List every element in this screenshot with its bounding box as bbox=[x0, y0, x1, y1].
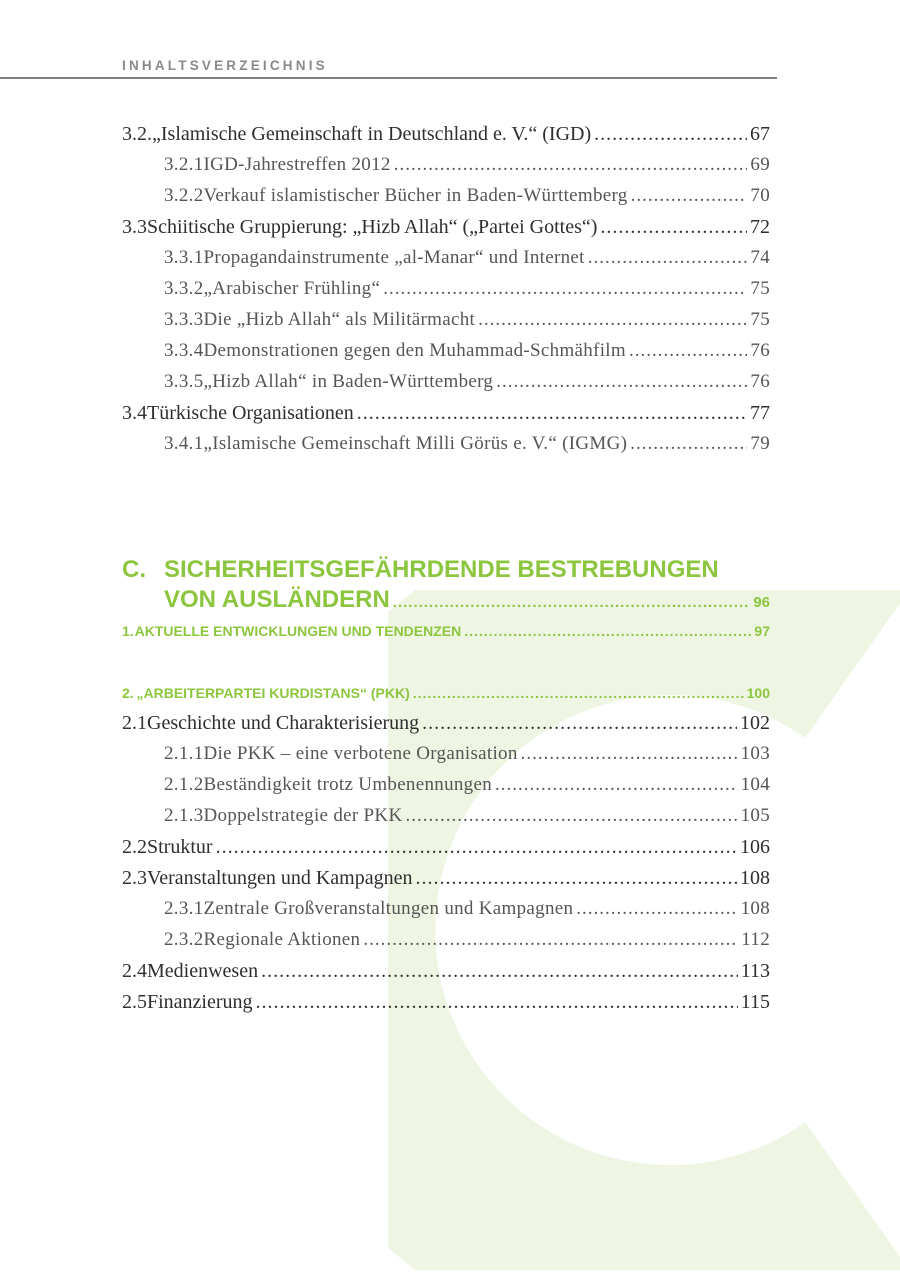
leader-dots bbox=[216, 836, 737, 859]
entry-number: 3.2.2 bbox=[164, 185, 204, 206]
header-rule bbox=[0, 77, 777, 79]
leader-dots bbox=[383, 278, 747, 300]
leader-dots bbox=[629, 340, 747, 362]
toc-entry[interactable] bbox=[164, 309, 770, 337]
leader-dots bbox=[478, 309, 747, 331]
toc-entry[interactable] bbox=[122, 836, 770, 864]
entry-number: 2.3.2 bbox=[164, 929, 204, 950]
section-c-page: 96 bbox=[753, 594, 770, 611]
entry-number: 2.5 bbox=[122, 991, 147, 1013]
entry-number: 2.1.1 bbox=[164, 743, 204, 764]
entry-title: Medienwesen bbox=[147, 960, 259, 982]
entry-title: „Islamische Gemeinschaft in Deutschland e. V.“ (IGD) bbox=[152, 123, 592, 145]
toc-entry[interactable] bbox=[122, 960, 770, 988]
toc-entry[interactable] bbox=[164, 185, 770, 213]
toc-entry[interactable] bbox=[122, 867, 770, 895]
entry-number: 1. bbox=[122, 623, 134, 639]
toc-entry[interactable] bbox=[164, 154, 770, 182]
entry-number: 3.4 bbox=[122, 402, 147, 424]
toc-entry[interactable] bbox=[122, 991, 770, 1019]
entry-title: Geschichte und Charakterisierung bbox=[147, 712, 420, 734]
entry-number: 2.1.3 bbox=[164, 805, 204, 826]
entry-page: 100 bbox=[746, 685, 770, 701]
entry-page: 67 bbox=[750, 123, 770, 145]
toc-entry[interactable] bbox=[164, 929, 770, 957]
entry-page: 69 bbox=[750, 154, 770, 175]
leader-dots bbox=[394, 154, 748, 176]
toc-entry[interactable] bbox=[164, 774, 770, 802]
entry-title: Schiitische Gruppierung: „Hizb Allah“ („Partei Gottes“) bbox=[147, 216, 598, 238]
entry-title: IGD-Jahrestreffen 2012 bbox=[203, 154, 391, 175]
entry-title: Die PKK – eine verbotene Organisation bbox=[203, 743, 518, 764]
toc-entry[interactable] bbox=[122, 123, 770, 151]
entry-number: 2.4 bbox=[122, 960, 147, 982]
entry-page: 112 bbox=[741, 929, 770, 950]
leader-dots bbox=[594, 123, 747, 146]
entry-page: 74 bbox=[750, 247, 770, 268]
leader-dots bbox=[393, 594, 751, 611]
leader-dots bbox=[588, 247, 748, 269]
entry-page: 97 bbox=[754, 623, 770, 639]
entry-number: 2.3.1 bbox=[164, 898, 204, 919]
entry-number: 2.1.2 bbox=[164, 774, 204, 795]
entry-number: 3.3.5 bbox=[164, 371, 204, 392]
leader-dots bbox=[363, 929, 738, 951]
section-c-heading-line2[interactable] bbox=[164, 586, 770, 614]
entry-title: Zentrale Großveranstaltungen und Kampagnen bbox=[203, 898, 574, 919]
entry-page: 105 bbox=[740, 805, 770, 826]
leader-dots bbox=[576, 898, 737, 920]
toc-entry[interactable] bbox=[164, 340, 770, 368]
entry-title: Doppelstrategie der PKK bbox=[203, 805, 403, 826]
entry-title: „Islamische Gemeinschaft Milli Görüs e. V.“ (IGMG) bbox=[203, 433, 628, 454]
leader-dots bbox=[405, 805, 737, 827]
entry-title: Regionale Aktionen bbox=[203, 929, 361, 950]
toc-entry[interactable] bbox=[164, 278, 770, 306]
toc-entry[interactable] bbox=[164, 247, 770, 275]
entry-page: 77 bbox=[750, 402, 770, 424]
entry-number: 2.3 bbox=[122, 867, 147, 889]
entry-title: „Arabischer Frühling“ bbox=[203, 278, 381, 299]
toc-entry[interactable] bbox=[164, 433, 770, 461]
entry-title: Veranstaltungen und Kampagnen bbox=[147, 867, 413, 889]
leader-dots bbox=[357, 402, 747, 425]
entry-title: AKTUELLE ENTWICKLUNGEN UND TENDENZEN bbox=[134, 623, 462, 639]
leader-dots bbox=[464, 623, 751, 639]
entry-page: 115 bbox=[740, 991, 770, 1013]
entry-title: „Hizb Allah“ in Baden-Württemberg bbox=[203, 371, 494, 392]
leader-dots bbox=[261, 960, 738, 983]
entry-number: 3.3.2 bbox=[164, 278, 204, 299]
entry-title: Struktur bbox=[147, 836, 213, 858]
entry-number: 3.3.4 bbox=[164, 340, 204, 361]
toc-entry[interactable] bbox=[164, 743, 770, 771]
entry-title: Die „Hizb Allah“ als Militärmacht bbox=[203, 309, 476, 330]
toc-entry[interactable] bbox=[164, 805, 770, 833]
entry-number: 3.3 bbox=[122, 216, 147, 238]
entry-page: 72 bbox=[750, 216, 770, 238]
entry-number: 3.2. bbox=[122, 123, 152, 145]
entry-number: 2.2 bbox=[122, 836, 147, 858]
entry-title: Türkische Organisationen bbox=[147, 402, 354, 424]
toc-entry[interactable] bbox=[122, 712, 770, 740]
entry-title: Demonstrationen gegen den Muhammad-Schmähfilm bbox=[203, 340, 626, 361]
entry-title: Propagandainstrumente „al-Manar“ und Internet bbox=[203, 247, 585, 268]
entry-title: Beständigkeit trotz Umbenennungen bbox=[203, 774, 492, 795]
toc-entry-section-2[interactable] bbox=[122, 685, 770, 701]
entry-page: 108 bbox=[740, 867, 770, 889]
entry-page: 104 bbox=[740, 774, 770, 795]
leader-dots bbox=[631, 185, 748, 207]
leader-dots bbox=[422, 712, 737, 735]
entry-number: 2.1 bbox=[122, 712, 147, 734]
leader-dots bbox=[496, 371, 747, 393]
leader-dots bbox=[630, 433, 747, 455]
leader-dots bbox=[413, 685, 744, 701]
leader-dots bbox=[495, 774, 738, 796]
toc-entry[interactable] bbox=[164, 371, 770, 399]
toc-entry[interactable] bbox=[122, 216, 770, 244]
entry-page: 106 bbox=[740, 836, 770, 858]
leader-dots bbox=[256, 991, 738, 1014]
section-c-title-line1: SICHERHEITSGEFÄHRDENDE BESTREBUNGEN bbox=[164, 556, 719, 583]
page-header: INHALTSVERZEICHNIS bbox=[122, 58, 328, 73]
toc-entry[interactable] bbox=[164, 898, 770, 926]
section-c-heading bbox=[122, 553, 719, 586]
entry-page: 103 bbox=[740, 743, 770, 764]
section-c-title-line2: VON AUSLÄNDERN bbox=[164, 586, 390, 613]
entry-number: 3.3.1 bbox=[164, 247, 204, 268]
entry-number: 3.2.1 bbox=[164, 154, 204, 175]
entry-page: 75 bbox=[750, 309, 770, 330]
entry-page: 108 bbox=[740, 898, 770, 919]
entry-number: 3.3.3 bbox=[164, 309, 204, 330]
entry-page: 70 bbox=[750, 185, 770, 206]
entry-title: Finanzierung bbox=[147, 991, 253, 1013]
entry-page: 76 bbox=[750, 340, 770, 361]
entry-number: 3.4.1 bbox=[164, 433, 204, 454]
entry-page: 75 bbox=[750, 278, 770, 299]
section-c-letter: C. bbox=[122, 556, 146, 583]
leader-dots bbox=[415, 867, 737, 890]
entry-number: 2. bbox=[122, 685, 134, 701]
entry-page: 102 bbox=[740, 712, 770, 734]
leader-dots bbox=[600, 216, 747, 239]
leader-dots bbox=[521, 743, 738, 765]
entry-title: „ARBEITERPARTEI KURDISTANS“ (PKK) bbox=[136, 685, 410, 701]
toc-entry[interactable] bbox=[122, 402, 770, 430]
entry-page: 113 bbox=[740, 960, 770, 982]
entry-page: 76 bbox=[750, 371, 770, 392]
toc-entry-section-1[interactable] bbox=[122, 623, 770, 639]
entry-title: Verkauf islamistischer Bücher in Baden-Württemberg bbox=[203, 185, 628, 206]
entry-page: 79 bbox=[750, 433, 770, 454]
